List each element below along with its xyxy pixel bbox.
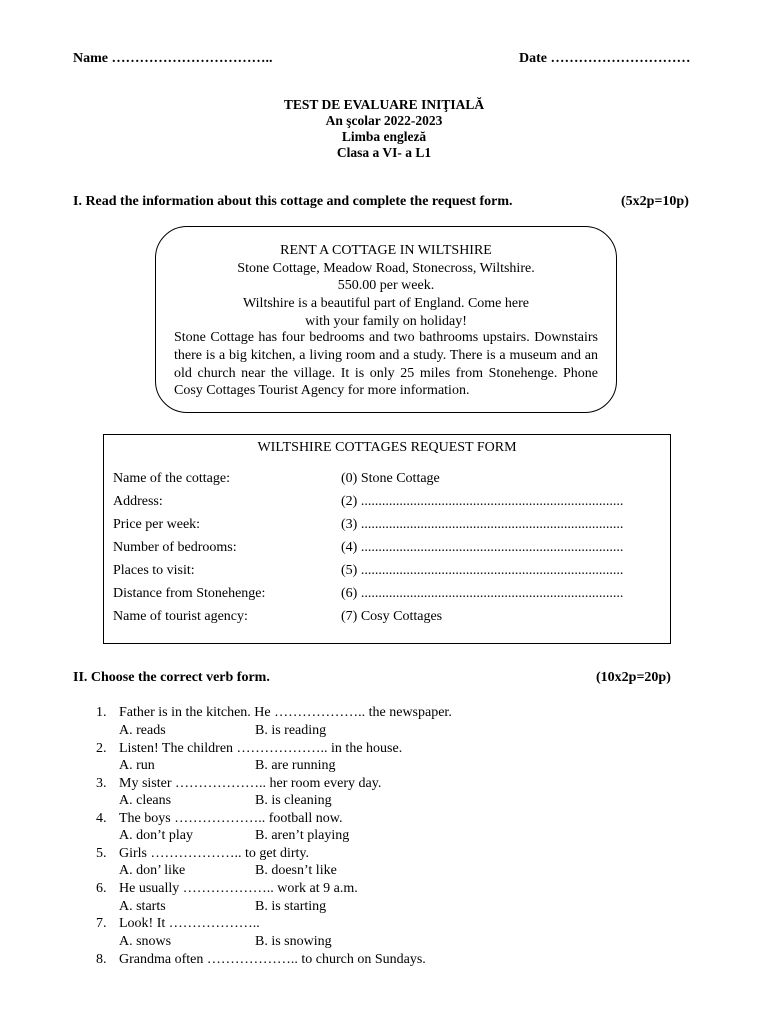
advert-heading: RENT A COTTAGE IN WILTSHIRE xyxy=(280,243,492,258)
advert-paragraph: Stone Cottage has four bedrooms and two bathrooms upstairs. Downstairs there is a big kitchen, a living room and a study. There is a museum and an old church near the village. It is only 25 miles from Stonehenge. Phone Cosy Cottages Tourist Agency for more information. xyxy=(174,330,598,399)
question-number: 3. xyxy=(96,776,107,791)
form-label: Price per week: xyxy=(113,517,201,532)
question-number: 4. xyxy=(96,811,107,826)
request-form xyxy=(103,434,671,644)
name-field: Name …………………………….. xyxy=(73,51,273,66)
test-title: TEST DE EVALUARE INIŢIALĂ xyxy=(283,97,485,112)
form-answer-field[interactable]: (3) ........................................................................... xyxy=(341,517,624,532)
option-b[interactable]: B. is snowing xyxy=(255,934,332,949)
advert-line: Wiltshire is a beautiful part of England. Come here xyxy=(243,296,529,311)
advert-line: with your family on holiday! xyxy=(305,314,467,329)
option-a[interactable]: A. don’t play xyxy=(119,828,194,843)
question-number: 8. xyxy=(96,952,107,967)
question-text: Look! It ……………….. xyxy=(119,916,260,931)
option-b[interactable]: B. is reading xyxy=(255,723,327,738)
form-label: Distance from Stonehenge: xyxy=(113,586,266,601)
option-a[interactable]: A. reads xyxy=(119,723,166,738)
section1-instruction: I. Read the information about this cottage and complete the request form. xyxy=(73,194,513,209)
advert-box xyxy=(155,226,617,413)
form-answer-field[interactable]: (6) ........................................................................... xyxy=(341,586,624,601)
option-a[interactable]: A. snows xyxy=(119,934,172,949)
school-year: An şcolar 2022-2023 xyxy=(325,113,443,128)
form-label: Number of bedrooms: xyxy=(113,540,237,555)
form-answer-field[interactable]: (2) ........................................................................... xyxy=(341,494,624,509)
question-number: 6. xyxy=(96,881,107,896)
question-text: The boys ……………….. football now. xyxy=(119,811,343,826)
section2-points: (10x2p=20p) xyxy=(596,670,671,685)
form-label: Name of tourist agency: xyxy=(113,609,248,624)
form-label: Address: xyxy=(113,494,163,509)
class-name: Clasa a VI- a L1 xyxy=(336,145,432,160)
question-number: 1. xyxy=(96,705,107,720)
question-number: 2. xyxy=(96,741,107,756)
option-b[interactable]: B. are running xyxy=(255,758,336,773)
option-a[interactable]: A. don’ like xyxy=(119,863,186,878)
form-value: (0) Stone Cottage xyxy=(341,471,440,486)
question-text: Grandma often ……………….. to church on Sundays. xyxy=(119,952,426,967)
form-value: (7) Cosy Cottages xyxy=(341,609,443,624)
question-text: Girls ……………….. to get dirty. xyxy=(119,846,310,861)
option-b[interactable]: B. doesn’t like xyxy=(255,863,337,878)
question-number: 7. xyxy=(96,916,107,931)
section1-points: (5x2p=10p) xyxy=(621,194,689,209)
option-a[interactable]: A. cleans xyxy=(119,793,172,808)
question-text: Listen! The children ……………….. in the house. xyxy=(119,741,403,756)
question-text: Father is in the kitchen. He ……………….. the newspaper. xyxy=(119,705,452,720)
form-label: Places to visit: xyxy=(113,563,195,578)
question-number: 5. xyxy=(96,846,107,861)
option-b[interactable]: B. aren’t playing xyxy=(255,828,350,843)
date-field: Date ………………………… xyxy=(519,51,691,66)
section2-instruction: II. Choose the correct verb form. xyxy=(73,670,270,685)
advert-address: Stone Cottage, Meadow Road, Stonecross, Wiltshire. xyxy=(237,261,535,276)
question-text: My sister ……………….. her room every day. xyxy=(119,776,382,791)
form-answer-field[interactable]: (4) ........................................................................... xyxy=(341,540,624,555)
option-b[interactable]: B. is cleaning xyxy=(255,793,332,808)
option-a[interactable]: A. starts xyxy=(119,899,166,914)
option-b[interactable]: B. is starting xyxy=(255,899,327,914)
form-label: Name of the cottage: xyxy=(113,471,231,486)
form-title: WILTSHIRE COTTAGES REQUEST FORM xyxy=(257,440,517,455)
subject: Limba engleză xyxy=(341,129,427,144)
form-answer-field[interactable]: (5) ........................................................................... xyxy=(341,563,624,578)
advert-price: 550.00 per week. xyxy=(337,278,435,293)
option-a[interactable]: A. run xyxy=(119,758,155,773)
question-text: He usually ……………….. work at 9 a.m. xyxy=(119,881,358,896)
